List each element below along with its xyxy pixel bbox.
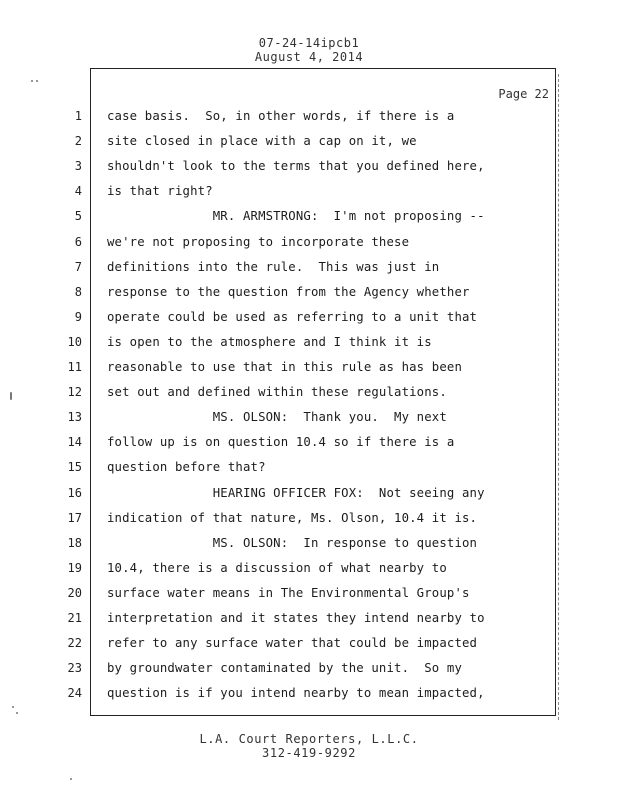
- line-number: 11: [67, 360, 82, 374]
- transcript-line: MS. OLSON: In response to question: [107, 536, 478, 550]
- transcript-line: 10.4, there is a discussion of what nearby to: [107, 561, 447, 575]
- line-number: 3: [74, 159, 82, 173]
- line-number: 22: [67, 636, 82, 650]
- transcript-line: surface water means in The Environmental Group's: [107, 586, 470, 600]
- transcript-line: set out and defined within these regulations.: [107, 385, 447, 399]
- line-number: 19: [67, 561, 82, 575]
- scan-speck: [70, 778, 72, 780]
- transcript-line: follow up is on question 10.4 so if there is a: [107, 435, 455, 449]
- transcript-line: refer to any surface water that could be impacted: [107, 636, 478, 650]
- line-number: 6: [74, 235, 82, 249]
- line-number: 21: [67, 611, 82, 625]
- line-number: 12: [67, 385, 82, 399]
- line-number: 10: [67, 335, 82, 349]
- scan-speck: [10, 392, 12, 400]
- transcript-line: is open to the atmosphere and I think it is: [107, 335, 432, 349]
- scan-speck: [31, 80, 33, 82]
- reporter-company: L.A. Court Reporters, L.L.C.: [199, 732, 419, 746]
- scan-speck: [36, 80, 38, 82]
- line-number: 1: [74, 109, 82, 123]
- transcript-line: case basis. So, in other words, if there is a: [107, 109, 455, 123]
- line-number: 17: [67, 511, 82, 525]
- scan-speck: [16, 712, 18, 714]
- transcript-line: HEARING OFFICER FOX: Not seeing any: [107, 486, 485, 500]
- transcript-line: site closed in place with a cap on it, we: [107, 134, 417, 148]
- frame-edge: [556, 74, 559, 720]
- line-number: 16: [67, 486, 82, 500]
- document-id: 07-24-14ipcb1: [258, 36, 360, 50]
- transcript-line: definitions into the rule. This was just in: [107, 260, 440, 274]
- page-number: Page 22: [498, 87, 549, 101]
- transcript-line: we're not proposing to incorporate these: [107, 235, 410, 249]
- line-number: 18: [67, 536, 82, 550]
- transcript-line: indication of that nature, Ms. Olson, 10.4 it is.: [107, 511, 478, 525]
- transcript-line: reasonable to use that in this rule as has been: [107, 360, 463, 374]
- document-date: August 4, 2014: [254, 50, 364, 64]
- transcript-line: by groundwater contaminated by the unit. So my: [107, 661, 463, 675]
- transcript-line: operate could be used as referring to a unit that: [107, 310, 478, 324]
- line-number: 23: [67, 661, 82, 675]
- line-number: 5: [74, 209, 82, 223]
- line-number: 13: [67, 410, 82, 424]
- scan-speck: [12, 706, 14, 708]
- line-number: 9: [74, 310, 82, 324]
- transcript-line: is that right?: [107, 184, 213, 198]
- reporter-phone: 312-419-9292: [262, 746, 356, 760]
- line-number: 8: [74, 285, 82, 299]
- line-number: 15: [67, 460, 82, 474]
- transcript-line: question is if you intend nearby to mean impacted,: [107, 686, 485, 700]
- line-number: 4: [74, 184, 82, 198]
- line-number: 24: [67, 686, 82, 700]
- transcript-line: response to the question from the Agency whether: [107, 285, 470, 299]
- line-number: 7: [74, 260, 82, 274]
- line-number: 14: [67, 435, 82, 449]
- transcript-line: shouldn't look to the terms that you defined here,: [107, 159, 485, 173]
- transcript-line: question before that?: [107, 460, 266, 474]
- line-number: 2: [74, 134, 82, 148]
- line-number: 20: [67, 586, 82, 600]
- transcript-line: interpretation and it states they intend nearby to: [107, 611, 485, 625]
- transcript-line: MR. ARMSTRONG: I'm not proposing --: [107, 209, 485, 223]
- transcript-line: MS. OLSON: Thank you. My next: [107, 410, 447, 424]
